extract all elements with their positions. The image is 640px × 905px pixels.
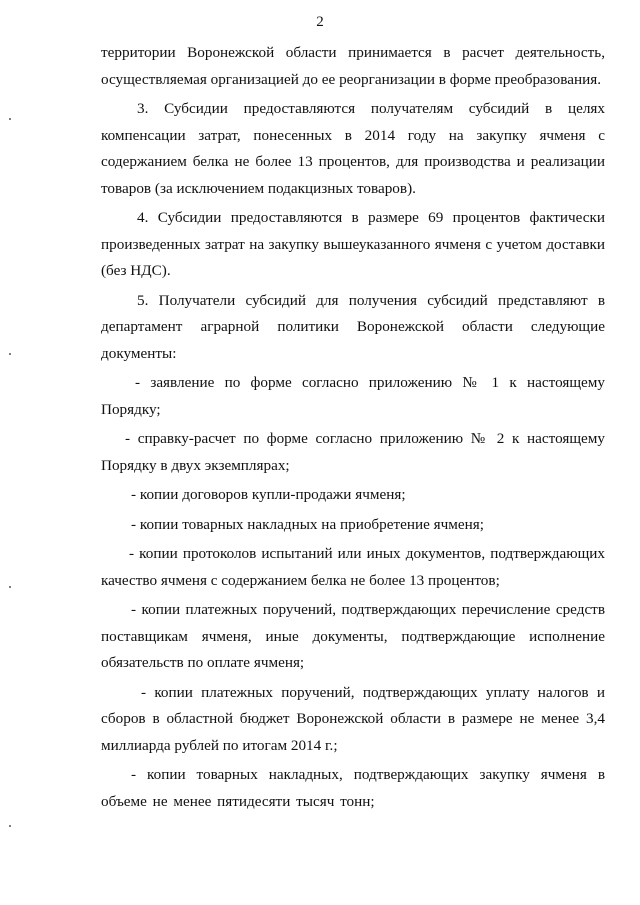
document-body — [101, 40, 605, 818]
list-item-calculation: - справку-расчет по форме согласно приложению № 2 к настоящему Порядку в двух экземплярах; — [101, 430, 605, 474]
scan-speck — [9, 586, 11, 588]
paragraph-continuation: территории Воронежской области принимается в расчет деятельность, осуществляемая организацией до ее реорганизации в форме преобразования. — [101, 44, 605, 88]
paragraph-item-3: 3. Субсидии предоставляются получателям субсидий в целях компенсации затрат, понесенных в 2014 году на закупку ячменя с содержанием белка не более 13 процентов, для производства и реализации товаров (за исключением подакцизных товаров). — [101, 100, 605, 197]
scan-speck — [9, 353, 11, 355]
list-item-purchase-volume: - копии товарных накладных, подтверждающих закупку ячменя в объеме не менее пятидесяти тысяч тонн; — [101, 766, 605, 810]
page-number: 2 — [316, 14, 324, 30]
scan-speck — [9, 118, 11, 120]
list-item-contracts: - копии договоров купли-продажи ячменя; — [131, 486, 406, 503]
list-item-test-protocols: - копии протоколов испытаний или иных документов, подтверждающих качество ячменя с содержанием белка не более 13 процентов; — [101, 545, 605, 589]
paragraph-item-5: 5. Получатели субсидий для получения субсидий представляют в департамент аграрной политики Воронежской области следующие документы: — [101, 291, 605, 362]
list-item-payment-orders: - копии платежных поручений, подтверждающих перечисление средств поставщикам ячменя, иные документы, подтверждающие исполнение обязательств по оплате ячменя; — [101, 601, 605, 671]
list-item-application: - заявление по форме согласно приложению № 1 к настоящему Порядку; — [101, 374, 605, 418]
paragraph-item-4: 4. Субсидии предоставляются в размере 69 процентов фактически произведенных затрат на закупку вышеуказанного ячменя с учетом доставки (без НДС). — [101, 209, 605, 279]
scan-speck — [9, 825, 11, 827]
list-item-tax-payments: - копии платежных поручений, подтверждающих уплату налогов и сборов в областной бюджет Воронежской области в размере не менее 3,4 миллиарда рублей по итогам 2014 г.; — [101, 683, 605, 754]
list-item-invoices: - копии товарных накладных на приобретение ячменя; — [131, 515, 484, 533]
